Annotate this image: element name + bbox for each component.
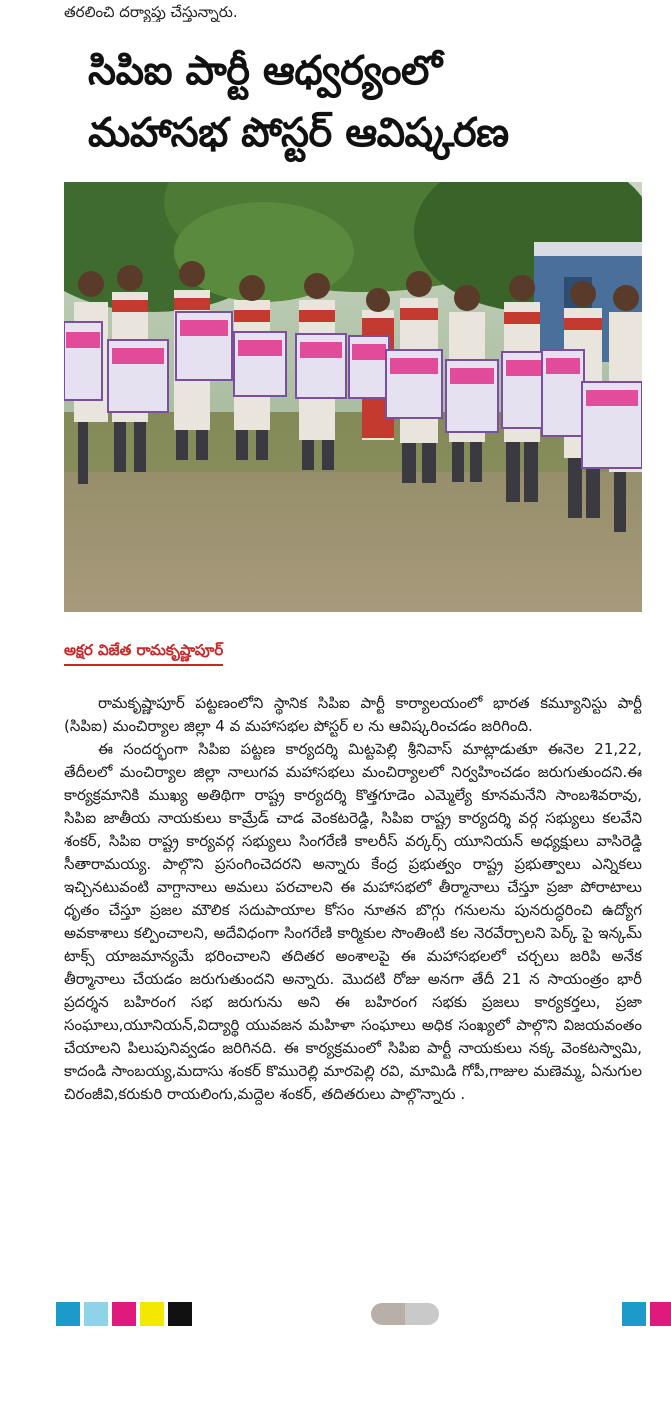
color-registration-strip-right: [622, 1302, 671, 1326]
headline-line-2: మహాసభ పోస్టర్ ఆవిష్కరణ: [88, 110, 509, 156]
pill-left-half: [371, 1303, 405, 1325]
swatch-cyan-right: [622, 1302, 646, 1326]
article-body: [64, 692, 642, 1106]
article-photo: [64, 182, 642, 612]
previous-article-tail: తరలించి దర్యాప్తు చేస్తున్నారు.: [64, 3, 238, 21]
article-paragraph-1: రామకృష్ణాపూర్ పట్టణంలోని స్థానిక సిపిఐ పార్టీ కార్యాలయంలో భారత కమ్యూనిస్టు పార్టీ (సిపిఐ) మంచిర్యాల జిల్లా 4 వ మహాసభల పోస్టర్ ల ను ఆవిష్కరించడం జరిగింది.: [64, 694, 642, 735]
swatch-cyan: [56, 1302, 80, 1326]
group-photo-image: [64, 182, 642, 612]
swatch-black: [168, 1302, 192, 1326]
headline-line-1: సిపిఐ పార్టీ ఆధ్వర్యంలో: [88, 48, 442, 94]
pill-right-half: [405, 1303, 439, 1325]
swatch-magenta: [112, 1302, 136, 1326]
color-registration-strip-left: [56, 1302, 192, 1326]
swatch-yellow: [140, 1302, 164, 1326]
reporter-byline: అక్షర విజేత రామకృష్ణాపూర్: [64, 640, 223, 666]
swatch-magenta-right: [650, 1302, 671, 1326]
swatch-light-cyan: [84, 1302, 108, 1326]
registration-pill-mark: [371, 1303, 439, 1325]
article-headline: [88, 40, 648, 164]
article-paragraph-2: ఈ సందర్భంగా సిపిఐ పట్టణ కార్యదర్శి మిట్టపెల్లి శ్రీనివాస్ మాట్లాడుతూ ఈనెల 21,22, తేదీలలో మంచిర్యాల జిల్లా నాలుగవ మహాసభలు మంచిర్యాలలో నిర్వహించడం జరుగుతుందని.ఈ కార్యక్రమానికి ముఖ్య అతిథిగా రాష్ట్ర కార్యదర్శి కొత్తగూడెం ఎమ్మెల్యే కూనమనేని సాంబశివరావు, సిపిఐ జాతీయ నాయకులు కామ్రేడ్ చాడ వెంకటరెడ్డి, సిపిఐ రాష్ట్ర కార్యదర్శి వర్గ సభ్యులు కలవేని శంకర్, సిపిఐ రాష్ట్ర కార్యవర్గ సభ్యులు సింగరేణి కాలరీస్ వర్కర్స్ యూనియన్ అధ్యక్షులు వాసిరెడ్డి సీతారామయ్య. పాల్గొని ప్రసంగించెదరని అన్నారు కేంద్ర ప్రభుత్వం రాష్ట్ర ప్రభుత్వాలు ఎన్నికలు ఇచ్చినటువంటి వాగ్దానాలు అమలు పరచాలని ఈ మహాసభలో తీర్మానాలు చేస్తూ ప్రజా పోరాటాలు ధృతం చేస్తూ ప్రజల మౌలిక సదుపాయాల కోసం నూతన బొగ్గు గనులను పునరుద్ధరించి ఉద్యోగ అవకాశాలు కల్పించాలని, అదేవిధంగా సింగరేణి కార్మికుల సొంతింటి కల నెరవేర్చాలని పెర్క్ పై ఇన్కమ్ టాక్స్ యాజమాన్యమే భరించాలని తదితర అంశాలపై ఈ మహాసభలలో చర్చలు జరిపి అనేక తీర్మానాలు చేయడం జరుగుతుందని అన్నారు. మొదటి రోజు అనగా తేదీ 21 న సాయంత్రం భారీ ప్రదర్శన బహిరంగ సభ జరుగును అని ఈ బహిరంగ సభకు ప్రజలు కార్యకర్తలు, ప్రజా సంఘాలు,యూనియన్,విద్యార్థి యువజన మహిళా సంఘాలు అధిక సంఖ్యలో పాల్గొని విజయవంతం చేయాలని పిలుపునివ్వడం జరిగినది. ఈ కార్యక్రమంలో సిపిఐ పార్టీ నాయకులు నక్క వెంకటస్వామి, కాదండి సాంబయ్య,మదాసు శంకర్ కొమురెల్లి మారపెల్లి రవి, మామిడి గోపీ,గాజుల మణెమ్మ, ఏనుగుల చిరంజీవి,కరుకురి రాయలింగు,మద్దెల శంకర్, తదితరులు పాల్గొన్నారు .: [64, 740, 642, 1103]
